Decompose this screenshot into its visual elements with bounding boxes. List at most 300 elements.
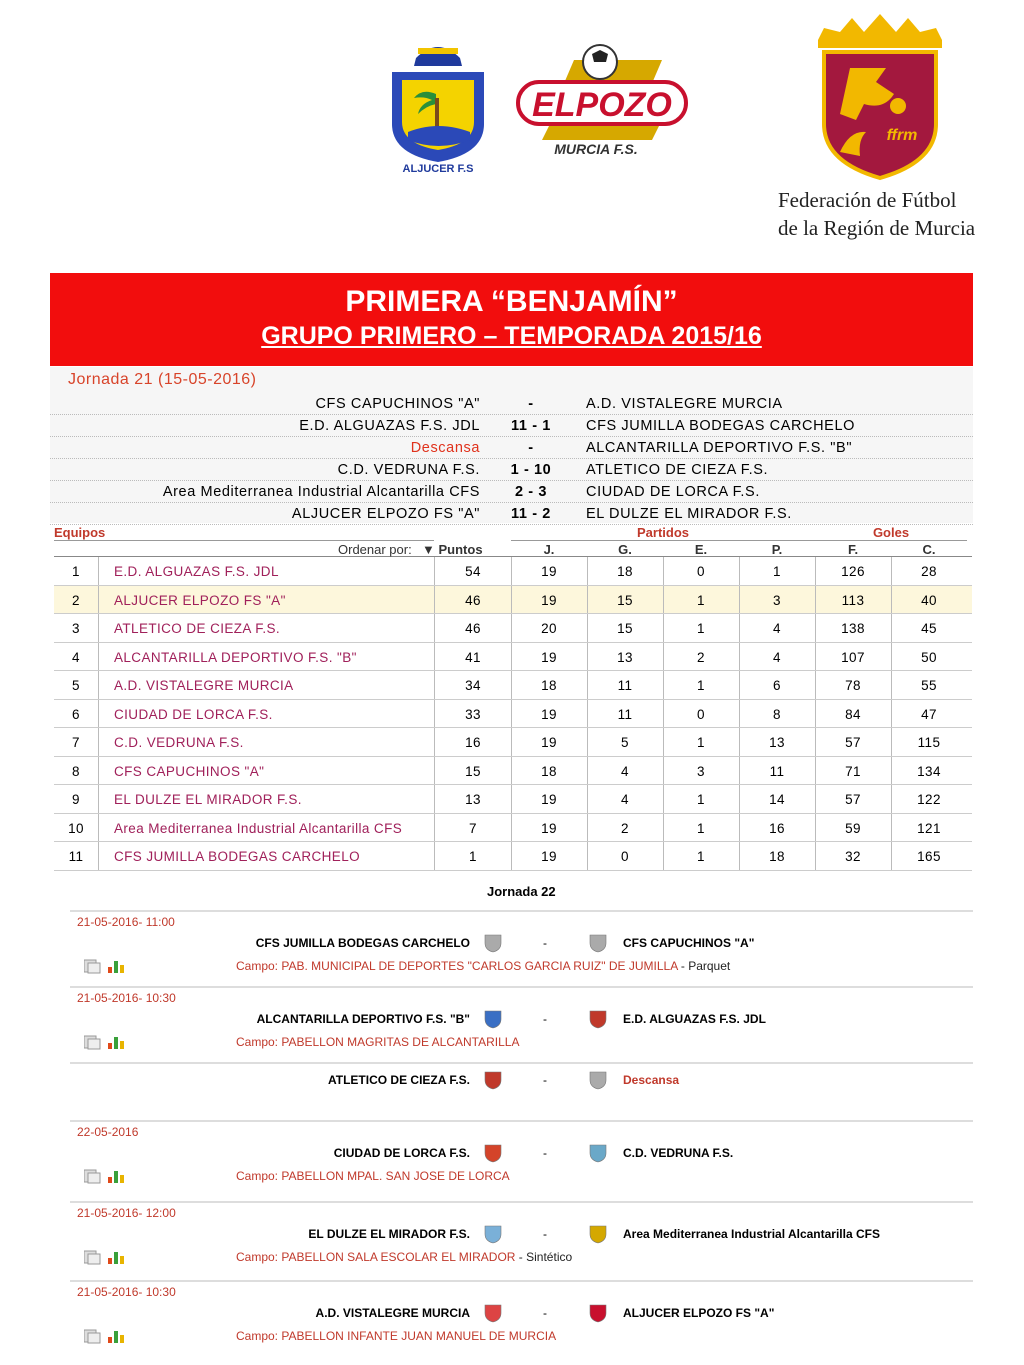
- standing-won: 2: [621, 820, 629, 836]
- column-divider: [663, 814, 664, 842]
- venue-name: PABELLON INFANTE JUAN MANUEL DE MURCIA: [281, 1329, 557, 1343]
- column-divider: [663, 728, 664, 756]
- federation-name-line2: de la Región de Murcia: [778, 216, 976, 240]
- column-divider: [739, 757, 740, 785]
- result-row: [50, 503, 973, 525]
- standing-team-name[interactable]: CFS CAPUCHINOS "A": [114, 763, 265, 779]
- result-away-team: CFS JUMILLA BODEGAS CARCHELO: [586, 418, 855, 434]
- column-divider: [739, 586, 740, 614]
- standing-drawn: 1: [697, 849, 705, 864]
- column-divider: [891, 671, 892, 699]
- fixture-away-team[interactable]: C.D. VEDRUNA F.S.: [623, 1146, 734, 1160]
- standings-row: [54, 700, 972, 729]
- sort-dropdown[interactable]: [422, 542, 483, 557]
- aljucer-fs-crest-logo: [378, 36, 498, 176]
- col-p[interactable]: P.: [771, 542, 783, 557]
- standing-points: 1: [469, 849, 477, 864]
- column-divider: [98, 586, 99, 614]
- standing-goals-against: 50: [921, 649, 937, 665]
- standing-position: 4: [72, 649, 80, 665]
- standing-goals-for: 57: [845, 735, 861, 750]
- standing-drawn: 1: [697, 735, 705, 750]
- jornada-21-results: [50, 367, 973, 523]
- result-home-team: E.D. ALGUAZAS F.S. JDL: [299, 418, 480, 434]
- fixture-card: [70, 1062, 973, 1112]
- result-away-team: CIUDAD DE LORCA F.S.: [586, 484, 760, 500]
- standing-goals-against: 45: [921, 621, 937, 636]
- column-divider: [815, 842, 816, 870]
- column-divider: [98, 614, 99, 642]
- standing-played: 18: [541, 763, 557, 779]
- competition-title: PRIMERA “BENJAMÍN”: [345, 285, 678, 318]
- column-divider: [739, 842, 740, 870]
- standing-won: 15: [617, 592, 633, 608]
- standing-lost: 14: [769, 792, 785, 807]
- standing-goals-against: 115: [917, 735, 941, 750]
- fixture-home-team[interactable]: CFS JUMILLA BODEGAS CARCHELO: [255, 936, 470, 950]
- standings-row: [54, 614, 972, 643]
- sort-value: Puntos: [438, 542, 483, 557]
- standing-position: 6: [72, 706, 80, 722]
- standing-goals-against: 28: [921, 564, 937, 579]
- standing-lost: 13: [769, 735, 785, 750]
- column-divider: [587, 614, 588, 642]
- standing-played: 19: [541, 592, 557, 608]
- standing-won: 13: [617, 649, 633, 665]
- column-divider: [511, 785, 512, 813]
- standing-won: 0: [621, 849, 629, 864]
- standing-goals-against: 47: [921, 706, 937, 722]
- fixture-away-team[interactable]: Area Mediterranea Industrial Alcantarilla CFS: [623, 1227, 880, 1241]
- home-team-crest-icon: [482, 1069, 504, 1091]
- result-away-team: A.D. VISTALEGRE MURCIA: [586, 396, 783, 412]
- column-divider: [891, 557, 892, 585]
- home-team-crest-icon: [482, 1142, 504, 1164]
- competition-subtitle: GRUPO PRIMERO – TEMPORADA 2015/16: [261, 322, 762, 350]
- standing-team-name[interactable]: A.D. VISTALEGRE MURCIA: [114, 678, 294, 693]
- standing-goals-for: 78: [845, 678, 861, 693]
- column-divider: [98, 785, 99, 813]
- fixture-venue: [236, 1035, 519, 1049]
- result-row: [50, 481, 973, 503]
- result-home-team: Descansa: [410, 440, 480, 456]
- column-divider: [891, 757, 892, 785]
- column-divider: [587, 757, 588, 785]
- standing-team-name[interactable]: ALCANTARILLA DEPORTIVO F.S. "B": [114, 649, 357, 665]
- standing-lost: 11: [769, 763, 785, 779]
- ffrm-logo-text: ffrm: [886, 127, 918, 144]
- venue-label: Campo:: [236, 1250, 279, 1264]
- standing-lost: 4: [773, 649, 781, 665]
- standing-position: 10: [68, 820, 84, 836]
- away-team-crest-icon: [587, 1008, 609, 1030]
- federation-name: [778, 186, 988, 242]
- result-away-team: EL DULZE EL MIRADOR F.S.: [586, 506, 792, 522]
- standing-played: 19: [541, 849, 557, 864]
- standing-drawn: 1: [697, 820, 705, 836]
- column-divider: [891, 728, 892, 756]
- away-team-crest-icon: [587, 932, 609, 954]
- fixture-home-team[interactable]: CIUDAD DE LORCA F.S.: [333, 1146, 470, 1160]
- standing-goals-for: 107: [841, 649, 865, 665]
- column-divider: [434, 643, 435, 671]
- ffrm-federation-crest-logo: [810, 12, 950, 182]
- column-divider: [663, 785, 664, 813]
- column-divider: [663, 842, 664, 870]
- standing-won: 11: [617, 706, 633, 722]
- result-row: [50, 393, 973, 415]
- standings-row: [54, 842, 972, 871]
- fixture-separator: -: [543, 936, 547, 950]
- standing-won: 18: [617, 564, 633, 579]
- standing-played: 19: [541, 820, 557, 836]
- fixture-home-team[interactable]: EL DULZE EL MIRADOR F.S.: [308, 1227, 470, 1241]
- standing-goals-for: 138: [841, 621, 865, 636]
- venue-surface: - Sintético: [515, 1250, 573, 1264]
- standing-points: 33: [465, 706, 481, 722]
- standing-position: 1: [72, 564, 80, 579]
- standing-won: 15: [617, 621, 633, 636]
- column-divider: [434, 814, 435, 842]
- standing-played: 20: [541, 621, 557, 636]
- fixture-away-team[interactable]: CFS CAPUCHINOS "A": [623, 936, 755, 950]
- standing-points: 46: [465, 592, 481, 608]
- standing-points: 13: [465, 792, 481, 807]
- standing-team-name[interactable]: CFS JUMILLA BODEGAS CARCHELO: [114, 849, 361, 864]
- fixture-away-team: Descansa: [623, 1073, 680, 1087]
- standing-goals-against: 40: [921, 592, 937, 608]
- col-g[interactable]: G.: [618, 542, 632, 557]
- result-home-team: Area Mediterranea Industrial Alcantarilla CFS: [162, 484, 480, 500]
- standing-team-name[interactable]: Area Mediterranea Industrial Alcantarilla CFS: [114, 820, 403, 836]
- column-divider: [891, 586, 892, 614]
- column-divider: [587, 586, 588, 614]
- standing-position: 3: [72, 621, 80, 636]
- standing-won: 4: [621, 792, 629, 807]
- venue-label: Campo:: [236, 1169, 279, 1183]
- result-row: [50, 415, 973, 437]
- fixture-datetime: 21-05-2016- 10:30: [77, 1285, 176, 1299]
- standing-drawn: 1: [697, 621, 705, 636]
- column-divider: [587, 814, 588, 842]
- standings-header: [54, 525, 972, 557]
- fixture-datetime: 21-05-2016- 10:30: [77, 991, 176, 1005]
- standing-drawn: 1: [697, 792, 705, 807]
- column-divider: [891, 700, 892, 728]
- fixture-away-team[interactable]: E.D. ALGUAZAS F.S. JDL: [623, 1012, 766, 1026]
- column-divider: [98, 643, 99, 671]
- standings-row: [54, 557, 972, 586]
- fixture-tools-icons[interactable]: [84, 1168, 134, 1184]
- standing-goals-for: 84: [845, 706, 861, 722]
- standing-drawn: 1: [697, 592, 705, 608]
- competition-banner: [50, 273, 973, 366]
- column-divider: [739, 643, 740, 671]
- standings-row: [54, 643, 972, 672]
- standings-row: [54, 785, 972, 814]
- home-team-crest-icon: [482, 932, 504, 954]
- column-divider: [587, 728, 588, 756]
- header-goles: Goles: [815, 526, 967, 541]
- column-divider: [891, 614, 892, 642]
- standing-lost: 8: [773, 706, 781, 722]
- column-divider: [663, 557, 664, 585]
- standing-goals-for: 113: [841, 592, 865, 608]
- fixture-venue: [236, 1169, 510, 1183]
- sort-label: Ordenar por:: [338, 542, 412, 557]
- standing-played: 19: [541, 792, 557, 807]
- column-divider: [587, 785, 588, 813]
- result-away-team: ALCANTARILLA DEPORTIVO F.S. "B": [586, 440, 853, 456]
- standing-team-name[interactable]: ALJUCER ELPOZO FS "A": [114, 592, 286, 608]
- standing-goals-against: 134: [917, 763, 941, 779]
- fixture-card: [70, 1120, 973, 1196]
- standings-row: [54, 586, 972, 615]
- standing-won: 5: [621, 735, 629, 750]
- column-divider: [815, 728, 816, 756]
- venue-name: PAB. MUNICIPAL DE DEPORTES "CARLOS GARCIA RUIZ" DE JUMILLA: [281, 959, 678, 973]
- standing-position: 7: [72, 735, 80, 750]
- away-team-crest-icon: [587, 1223, 609, 1245]
- result-home-team: ALJUCER ELPOZO FS "A": [291, 506, 480, 522]
- standing-points: 15: [465, 763, 481, 779]
- column-divider: [815, 814, 816, 842]
- fixture-venue: [236, 959, 730, 973]
- standing-lost: 18: [769, 849, 785, 864]
- column-divider: [511, 842, 512, 870]
- col-e[interactable]: E.: [694, 542, 708, 557]
- header-equipos: Equipos: [54, 526, 434, 541]
- result-score: 11 - 2: [511, 506, 551, 522]
- fixture-separator: -: [543, 1073, 547, 1087]
- column-divider: [434, 586, 435, 614]
- column-divider: [663, 671, 664, 699]
- standing-lost: 6: [773, 678, 781, 693]
- standing-lost: 1: [773, 564, 781, 579]
- standing-goals-against: 55: [921, 678, 937, 693]
- sort-arrow-icon: ▼: [422, 542, 435, 557]
- column-divider: [587, 671, 588, 699]
- fixture-datetime: 21-05-2016- 12:00: [77, 1206, 176, 1220]
- fixture-separator: -: [543, 1306, 547, 1320]
- standing-position: 8: [72, 763, 80, 779]
- away-team-crest-icon: [587, 1142, 609, 1164]
- column-divider: [98, 814, 99, 842]
- column-divider: [434, 757, 435, 785]
- standing-goals-against: 122: [917, 792, 941, 807]
- column-divider: [434, 785, 435, 813]
- standing-played: 19: [541, 564, 557, 579]
- result-away-team: ATLETICO DE CIEZA F.S.: [586, 462, 769, 478]
- column-divider: [739, 614, 740, 642]
- column-divider: [739, 728, 740, 756]
- column-divider: [511, 614, 512, 642]
- column-divider: [815, 671, 816, 699]
- column-divider: [815, 757, 816, 785]
- column-divider: [663, 586, 664, 614]
- standings-row: [54, 671, 972, 700]
- fixture-home-team[interactable]: ALCANTARILLA DEPORTIVO F.S. "B": [256, 1012, 470, 1026]
- col-f[interactable]: F.: [847, 542, 859, 557]
- standing-points: 34: [465, 678, 481, 693]
- fixture-home-team[interactable]: A.D. VISTALEGRE MURCIA: [315, 1306, 470, 1320]
- fixture-card: [70, 986, 973, 1056]
- column-divider: [511, 557, 512, 585]
- standing-team-name[interactable]: CIUDAD DE LORCA F.S.: [114, 706, 273, 722]
- standing-points: 46: [465, 621, 481, 636]
- column-divider: [434, 614, 435, 642]
- standing-lost: 4: [773, 621, 781, 636]
- column-divider: [434, 557, 435, 585]
- column-divider: [98, 557, 99, 585]
- standings-row: [54, 814, 972, 843]
- column-divider: [815, 643, 816, 671]
- header-partidos: Partidos: [511, 526, 815, 541]
- standing-team-name[interactable]: E.D. ALGUAZAS F.S. JDL: [114, 564, 279, 579]
- column-divider: [891, 842, 892, 870]
- standing-points: 7: [469, 820, 477, 836]
- result-score: 2 - 3: [514, 484, 547, 500]
- standing-played: 18: [541, 678, 557, 693]
- fixture-separator: -: [543, 1227, 547, 1241]
- away-team-crest-icon: [587, 1069, 609, 1091]
- standing-drawn: 3: [697, 763, 705, 779]
- fixture-datetime: 21-05-2016- 11:00: [77, 915, 175, 929]
- venue-label: Campo:: [236, 959, 279, 973]
- standing-goals-for: 71: [845, 763, 861, 779]
- fixture-separator: -: [543, 1012, 547, 1026]
- standing-points: 54: [465, 564, 481, 579]
- result-row: [50, 459, 973, 481]
- venue-name: PABELLON SALA ESCOLAR EL MIRADOR: [281, 1250, 516, 1264]
- column-divider: [663, 614, 664, 642]
- col-j[interactable]: J.: [543, 542, 555, 557]
- fixture-tools-icons[interactable]: [84, 1328, 134, 1344]
- fixture-away-team[interactable]: ALJUCER ELPOZO FS "A": [623, 1306, 775, 1320]
- standing-goals-against: 121: [917, 820, 941, 836]
- venue-name: PABELLON MPAL. SAN JOSE DE LORCA: [281, 1169, 510, 1183]
- column-divider: [511, 643, 512, 671]
- column-divider: [511, 700, 512, 728]
- standing-goals-for: 32: [845, 849, 861, 864]
- column-divider: [815, 785, 816, 813]
- column-divider: [739, 671, 740, 699]
- result-score: -: [528, 440, 534, 456]
- column-divider: [739, 814, 740, 842]
- column-divider: [739, 700, 740, 728]
- elpozo-murcia-logo: [512, 40, 692, 160]
- column-divider: [815, 557, 816, 585]
- standing-team-name[interactable]: C.D. VEDRUNA F.S.: [114, 735, 244, 750]
- federation-name-line1: Federación de Fútbol: [778, 188, 957, 212]
- column-divider: [891, 643, 892, 671]
- fixture-card: [70, 1280, 973, 1360]
- column-divider: [739, 557, 740, 585]
- fixture-datetime: 22-05-2016: [77, 1125, 139, 1139]
- standing-position: 9: [72, 792, 80, 807]
- standings-table: [54, 525, 972, 871]
- column-divider: [587, 557, 588, 585]
- elpozo-logo-text: ELPOZO: [532, 86, 672, 124]
- column-divider: [434, 671, 435, 699]
- column-divider: [663, 757, 664, 785]
- result-home-team: CFS CAPUCHINOS "A": [315, 396, 480, 412]
- col-c[interactable]: C.: [922, 542, 936, 557]
- column-divider: [663, 643, 664, 671]
- standing-position: 11: [68, 849, 84, 864]
- standing-points: 41: [465, 649, 481, 665]
- standing-lost: 16: [769, 820, 785, 836]
- column-divider: [434, 728, 435, 756]
- standing-won: 11: [617, 678, 633, 693]
- standing-played: 19: [541, 649, 557, 665]
- column-divider: [815, 700, 816, 728]
- elpozo-logo-subtext: MURCIA F.S.: [554, 141, 638, 157]
- fixture-card: [70, 910, 973, 984]
- standing-drawn: 0: [697, 564, 705, 579]
- column-divider: [587, 700, 588, 728]
- fixture-separator: -: [543, 1146, 547, 1160]
- column-divider: [511, 757, 512, 785]
- away-team-crest-icon: [587, 1302, 609, 1324]
- column-divider: [587, 842, 588, 870]
- home-team-crest-icon: [482, 1008, 504, 1030]
- standing-team-name[interactable]: EL DULZE EL MIRADOR F.S.: [114, 792, 302, 807]
- column-divider: [434, 700, 435, 728]
- standings-row: [54, 728, 972, 757]
- standings-row: [54, 757, 972, 786]
- column-divider: [511, 814, 512, 842]
- result-score: 1 - 10: [510, 462, 552, 478]
- standing-played: 19: [541, 735, 557, 750]
- standing-points: 16: [465, 735, 481, 750]
- fixture-venue: [236, 1250, 572, 1264]
- venue-label: Campo:: [236, 1035, 279, 1049]
- venue-name: PABELLON MAGRITAS DE ALCANTARILLA: [281, 1035, 520, 1049]
- column-divider: [587, 643, 588, 671]
- column-divider: [98, 842, 99, 870]
- standing-won: 4: [621, 763, 629, 779]
- jornada-21-title: Jornada 21 (15-05-2016): [68, 371, 257, 388]
- column-divider: [739, 785, 740, 813]
- home-team-crest-icon: [482, 1302, 504, 1324]
- fixture-tools-icons[interactable]: [84, 1249, 134, 1265]
- column-divider: [511, 586, 512, 614]
- column-divider: [891, 814, 892, 842]
- fixture-card: [70, 1201, 973, 1275]
- fixture-home-team[interactable]: ATLETICO DE CIEZA F.S.: [327, 1073, 470, 1087]
- fixture-venue: [236, 1329, 556, 1343]
- fixture-tools-icons[interactable]: [84, 958, 134, 974]
- column-divider: [815, 586, 816, 614]
- home-team-crest-icon: [482, 1223, 504, 1245]
- standing-goals-for: 59: [845, 820, 861, 836]
- column-divider: [511, 671, 512, 699]
- column-divider: [434, 842, 435, 870]
- column-divider: [98, 671, 99, 699]
- standing-goals-for: 57: [845, 792, 861, 807]
- standing-team-name[interactable]: ATLETICO DE CIEZA F.S.: [114, 621, 281, 636]
- result-home-team: C.D. VEDRUNA F.S.: [337, 462, 480, 478]
- aljucer-logo-text: ALJUCER F.S: [402, 163, 474, 175]
- standing-position: 5: [72, 678, 80, 693]
- column-divider: [98, 757, 99, 785]
- standing-goals-against: 165: [917, 849, 941, 864]
- column-divider: [98, 700, 99, 728]
- venue-surface: - Parquet: [677, 959, 731, 973]
- fixture-tools-icons[interactable]: [84, 1034, 134, 1050]
- standing-drawn: 2: [697, 649, 705, 665]
